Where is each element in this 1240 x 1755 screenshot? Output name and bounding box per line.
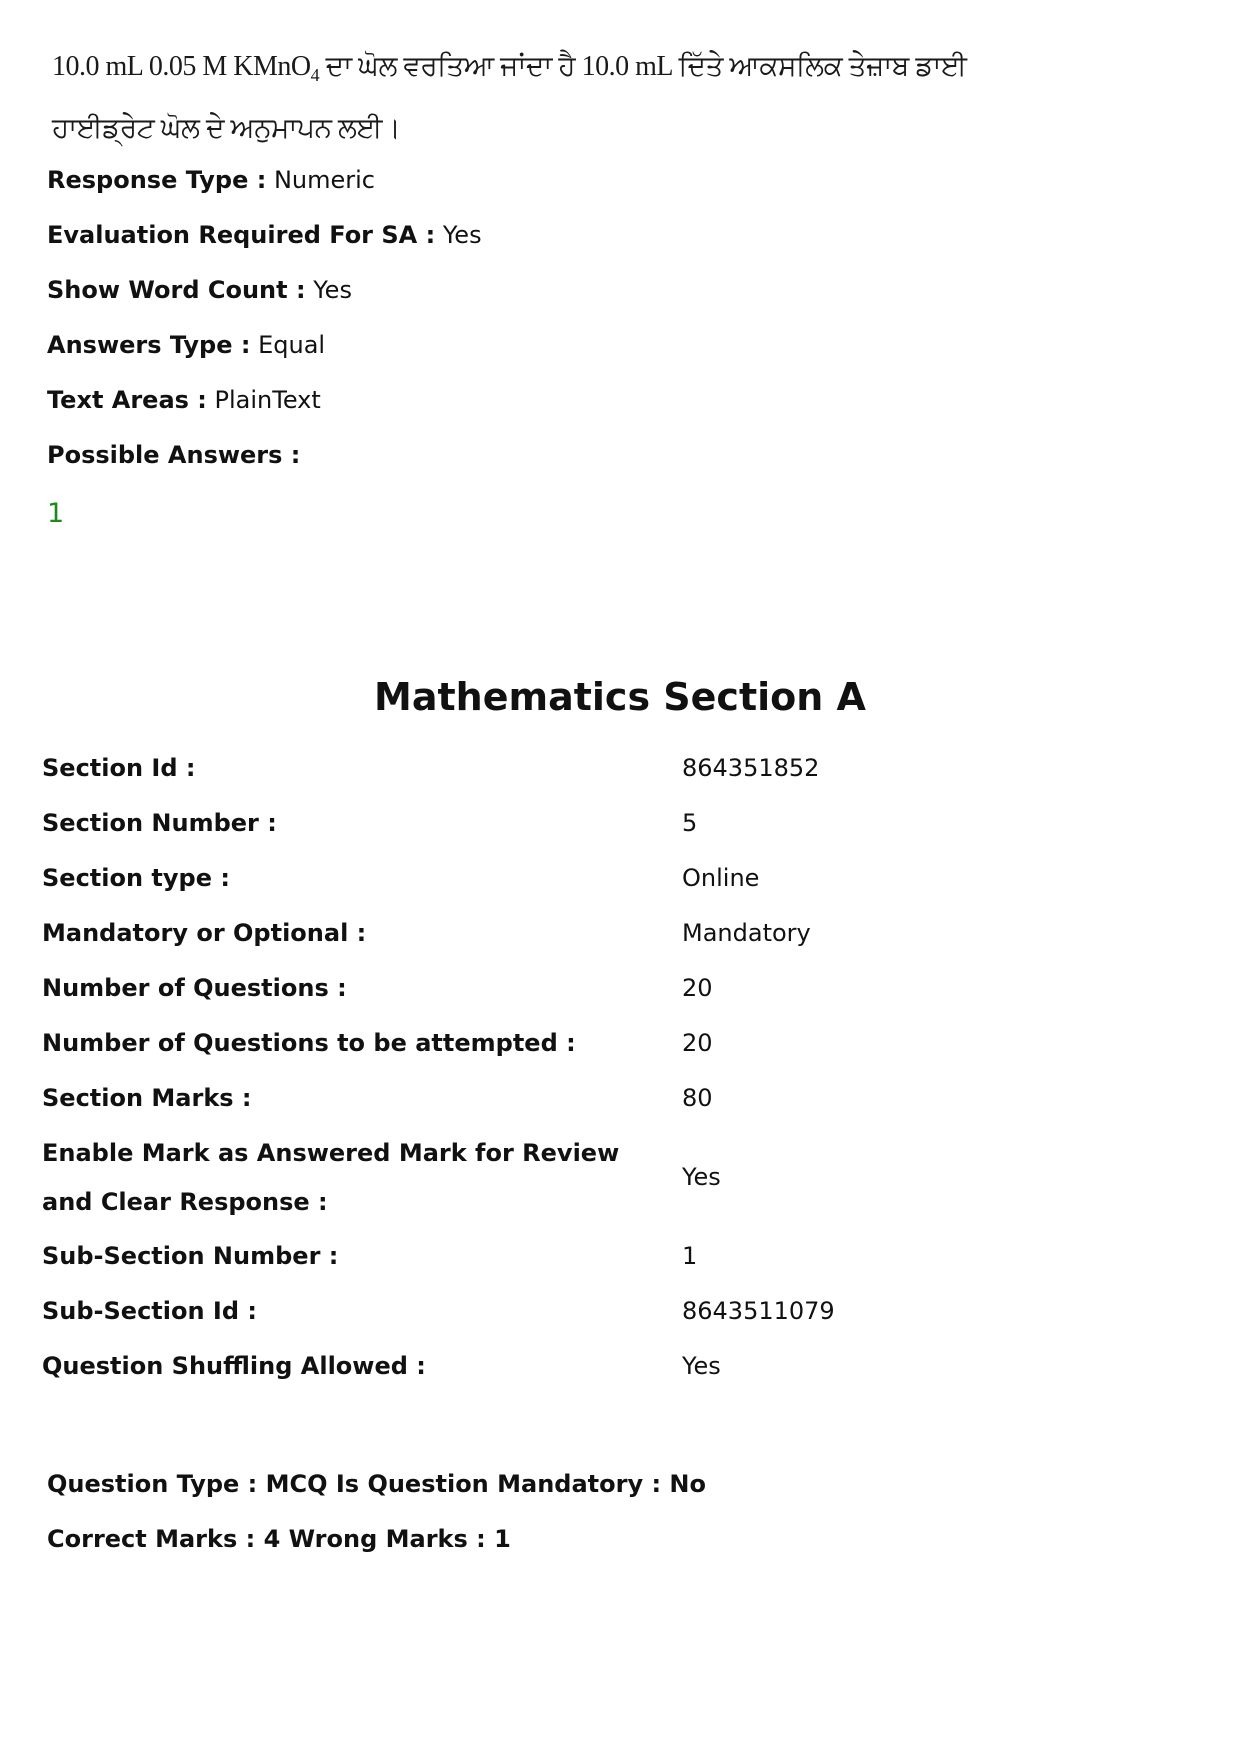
row-label: Number of Questions to be attempted : [42,1029,576,1057]
row-value: Online [682,864,760,892]
row-value: 864351852 [682,754,820,782]
row-value: 5 [682,809,698,837]
meta-label: Possible Answers : [47,441,301,469]
row-label: Section type : [42,864,230,892]
row-label: Section Id : [42,754,196,782]
meta-possible-answers [47,439,300,471]
row-value: 20 [682,974,713,1002]
row-value: Mandatory [682,919,811,947]
meta-label: Text Areas : [47,386,207,414]
meta-value: Yes [442,221,482,249]
meta-label: Answers Type : [47,331,251,359]
row-value: 20 [682,1029,713,1057]
meta-label: Response Type : [47,166,267,194]
meta-label: Evaluation Required For SA : [47,221,436,249]
question-text-part2: ਦਾ ਘੋਲ ਵਰਤਿਆ ਜਾਂਦਾ ਹੈ 10.0 mL ਦਿੱਤੇ ਆਕਸਲਿਕ ਤੇਜ਼ਾਬ ਡਾਈ ਹਾਈਡ੍ਰੇਟ ਘੋਲ ਦੇ ਅਨੁਮਾਪਨ ਲਈ। [52,51,967,144]
row-label: Section Marks : [42,1084,252,1112]
meta-text-areas [47,384,321,416]
row-label: Sub-Section Id : [42,1297,257,1325]
row-value: Yes [682,1163,721,1191]
meta-evaluation-required [47,219,482,251]
section-title: Mathematics Section A [374,675,866,719]
question-text-subscript: 4 [310,65,320,85]
meta-show-word-count [47,274,352,306]
question-type-line: Question Type : MCQ Is Question Mandatory : No [47,1470,706,1498]
question-marks-line: Correct Marks : 4 Wrong Marks : 1 [47,1525,511,1553]
question-text [52,40,972,156]
row-value: 80 [682,1084,713,1112]
meta-value: Yes [313,276,352,304]
row-value: 1 [682,1242,698,1270]
meta-value: Numeric [273,166,375,194]
row-label: Section Number : [42,809,277,837]
possible-answer-value: 1 [47,498,65,529]
meta-value: PlainText [214,386,321,414]
row-label: Question Shuffling Allowed : [42,1352,426,1380]
row-value: Yes [682,1352,721,1380]
meta-label: Show Word Count : [47,276,306,304]
row-label: Sub-Section Number : [42,1242,339,1270]
row-label: Enable Mark as Answered Mark for Review and Clear Response : [42,1139,620,1216]
meta-response-type [47,164,375,196]
row-value: 8643511079 [682,1297,835,1325]
question-text-part1: 10.0 mL 0.05 M KMnO [52,51,311,82]
row-label: Mandatory or Optional : [42,919,367,947]
row-label: Number of Questions : [42,974,347,1002]
meta-answers-type [47,329,325,361]
meta-value: Equal [258,331,326,359]
